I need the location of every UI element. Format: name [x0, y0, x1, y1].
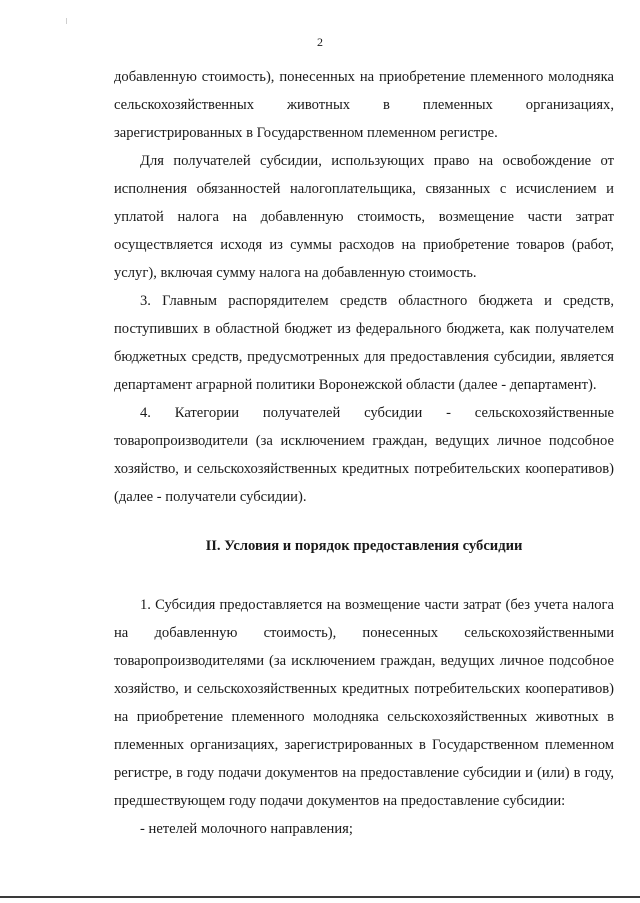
document-body: [114, 63, 614, 843]
paragraph-3-main-administrator: 3. Главным распорядителем средств областного бюджета и средств, поступивших в областной бюджет из федерального бюджета, как получателем бюджетных средств, предусмотренных для предоставления субсидии, является департамент аграрной политики Воронежской области (далее - департамент).: [114, 293, 614, 393]
page-number: 2: [317, 35, 323, 49]
paragraph-1-subsidy-conditions: 1. Субсидия предоставляется на возмещение части затрат (без учета налога на добавленную стоимость), понесенных сельскохозяйственными товаропроизводителями (за исключением граждан, ведущих личное подсобное хозяйство, и сельскохозяйственных кредитных потребительских кооперативов) на приобретение племенного молодняка сельскохозяйственных животных в племенных организациях, зарегистрированных в Государственном племенном регистре, в году подачи документов на предоставление субсидии и (или) в году, предшествующем году подачи документов на предоставление субсидии:: [114, 597, 614, 809]
section-heading: II. Условия и порядок предоставления субсидии: [205, 538, 523, 554]
paragraph-4-recipients: 4. Категории получателей субсидии - сельскохозяйственные товаропроизводители (за исключением граждан, ведущих личное подсобное хозяйство, и сельскохозяйственных кредитных потребительских кооперативов) (далее - получатели субсидии).: [114, 405, 614, 505]
scan-mark: [66, 18, 67, 24]
scan-bottom-edge: [0, 896, 640, 898]
paragraph-vat-exempt: Для получателей субсидии, использующих право на освобождение от исполнения обязанностей налогоплательщика, связанных с исчислением и уплатой налога на добавленную стоимость, возмещение части затрат осуществляется исходя из суммы расходов на приобретение товаров (работ, услуг), включая сумму налога на добавленную стоимость.: [114, 153, 614, 281]
paragraph-continuation: добавленную стоимость), понесенных на приобретение племенного молодняка сельскохозяйственных животных в племенных организациях, зарегистрированных в Государственном племенном регистре.: [114, 69, 614, 141]
list-item-heifers: - нетелей молочного направления;: [140, 821, 353, 837]
